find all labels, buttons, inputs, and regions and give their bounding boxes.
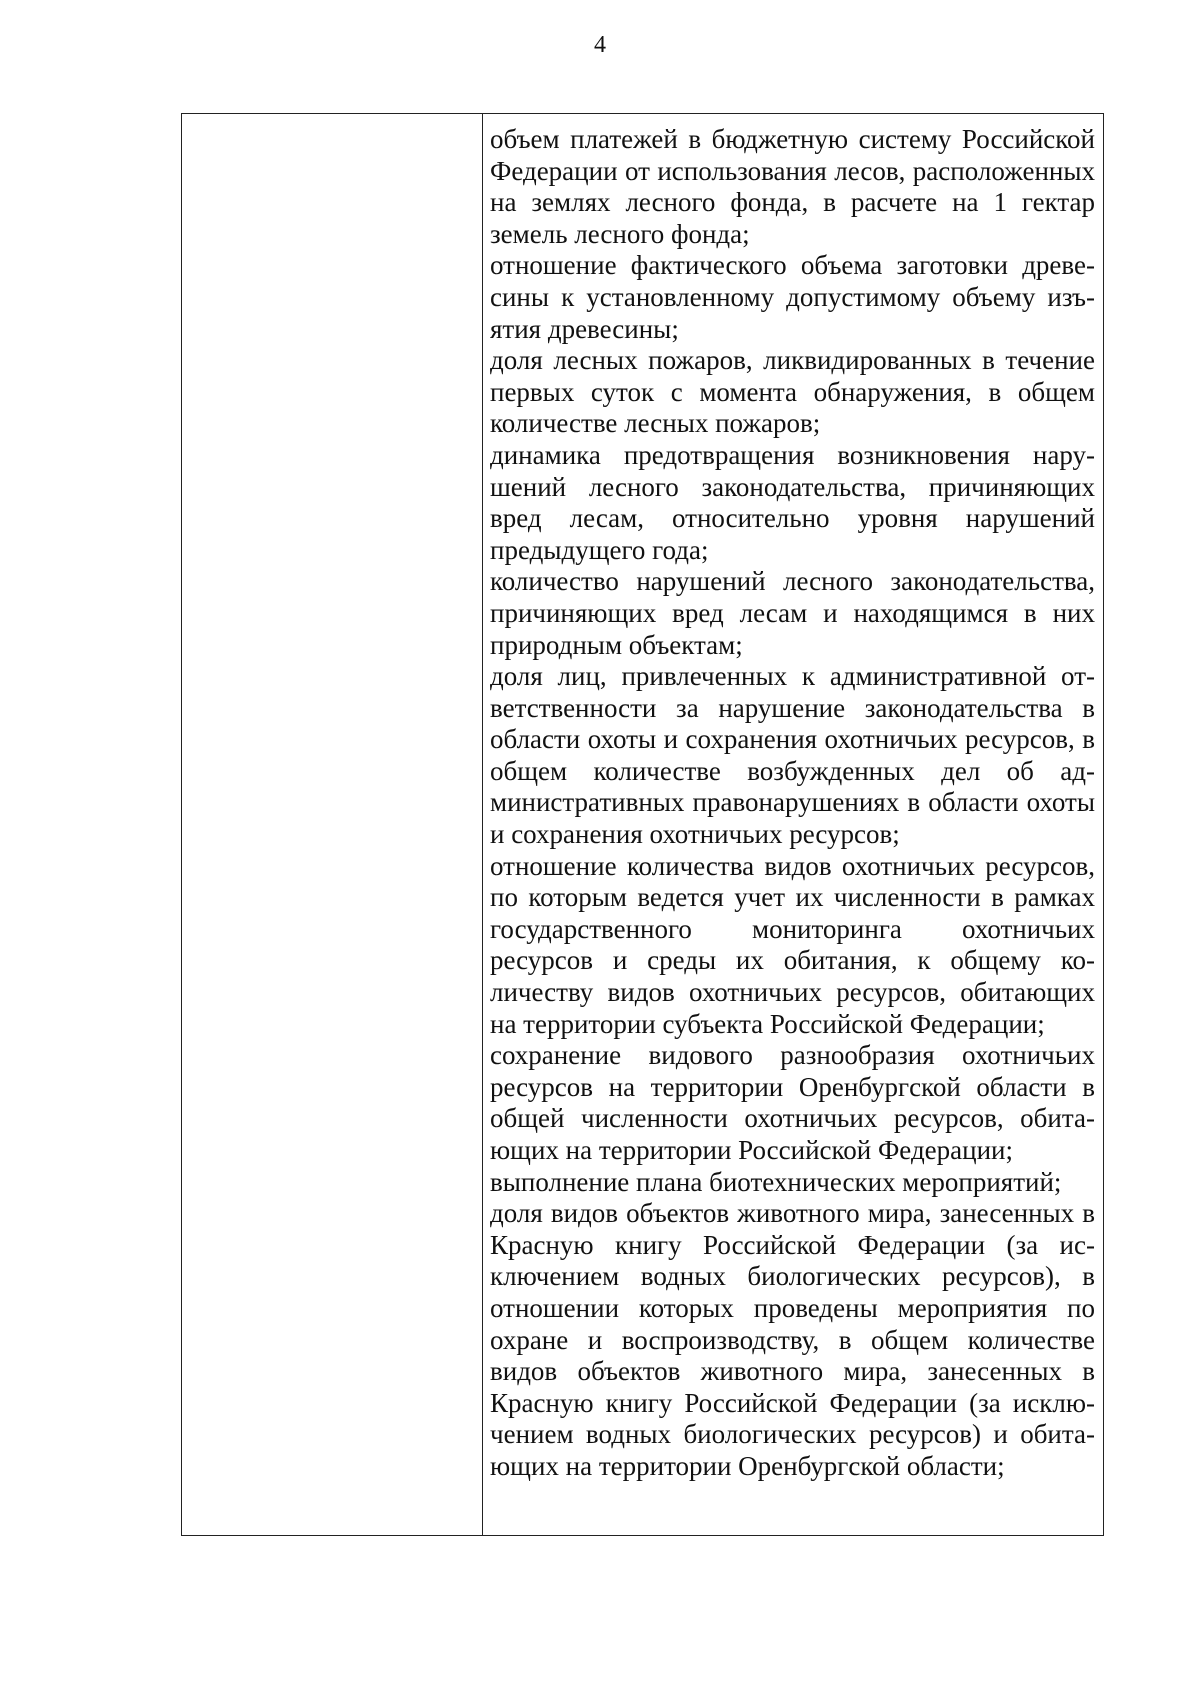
page-number: 4 — [594, 32, 606, 58]
indicator-paragraph: доля лиц, привлеченных к административной ответственности за нарушение законодательства в области охоты и сохранения охотничьих ресурсов, в общем количестве возбужденных дел об административных правонарушениях в области охоты и сохранения охотничьих ресурсов; — [490, 661, 1095, 850]
indicator-paragraph: выполнение плана биотехнических мероприятий; — [490, 1166, 1062, 1197]
indicator-paragraph: динамика предотвращения возникновения нарушений лесного законодательства, причиняющих вред лесам, относительно уровня нарушений предыдущего года; — [490, 439, 1095, 565]
table-cell-right — [483, 114, 1103, 1535]
indicator-paragraph: объем платежей в бюджетную систему Российской Федерации от использования лесов, расположенных на землях лесного фонда, в расчете на 1 гектар земель лесного фонда; — [490, 124, 1095, 249]
indicator-paragraph: сохранение видового разнообразия охотничьих ресурсов на территории Оренбургской области в общей численности охотничьих ресурсов, обитающих на территории Российской Федерации; — [490, 1040, 1095, 1165]
table-cell-left — [182, 114, 483, 1535]
indicator-paragraph: доля видов объектов животного мира, занесенных в Красную книгу Российской Федерации (за исключением водных биологических ресурсов), в отношении которых проведены мероприятия по охране и воспроизводству, в общем количестве видов объектов животного мира, занесенных в Красную книгу Российской Федерации (за исключением водных биологических ресурсов) и обитающих на территории Оренбургской области; — [490, 1198, 1095, 1481]
indicator-paragraph: отношение количества видов охотничьих ресурсов, по которым ведется учет их численности в рамках государственного мониторинга охотничьих ресурсов и среды их обитания, к общему количеству видов охотничьих ресурсов, обитающих на территории субъекта Российской Федерации; — [490, 850, 1095, 1039]
document-table — [181, 113, 1104, 1536]
indicator-paragraph: доля лесных пожаров, ликвидированных в течение первых суток с момента обнаружения, в общем количестве лесных пожаров; — [490, 345, 1095, 439]
indicator-paragraph: отношение фактического объема заготовки древесины к установленному допустимому объему изъятия древесины; — [490, 250, 1095, 344]
indicator-paragraph: количество нарушений лесного законодательства, причиняющих вред лесам и находящимся в них природным объектам; — [490, 566, 1095, 660]
